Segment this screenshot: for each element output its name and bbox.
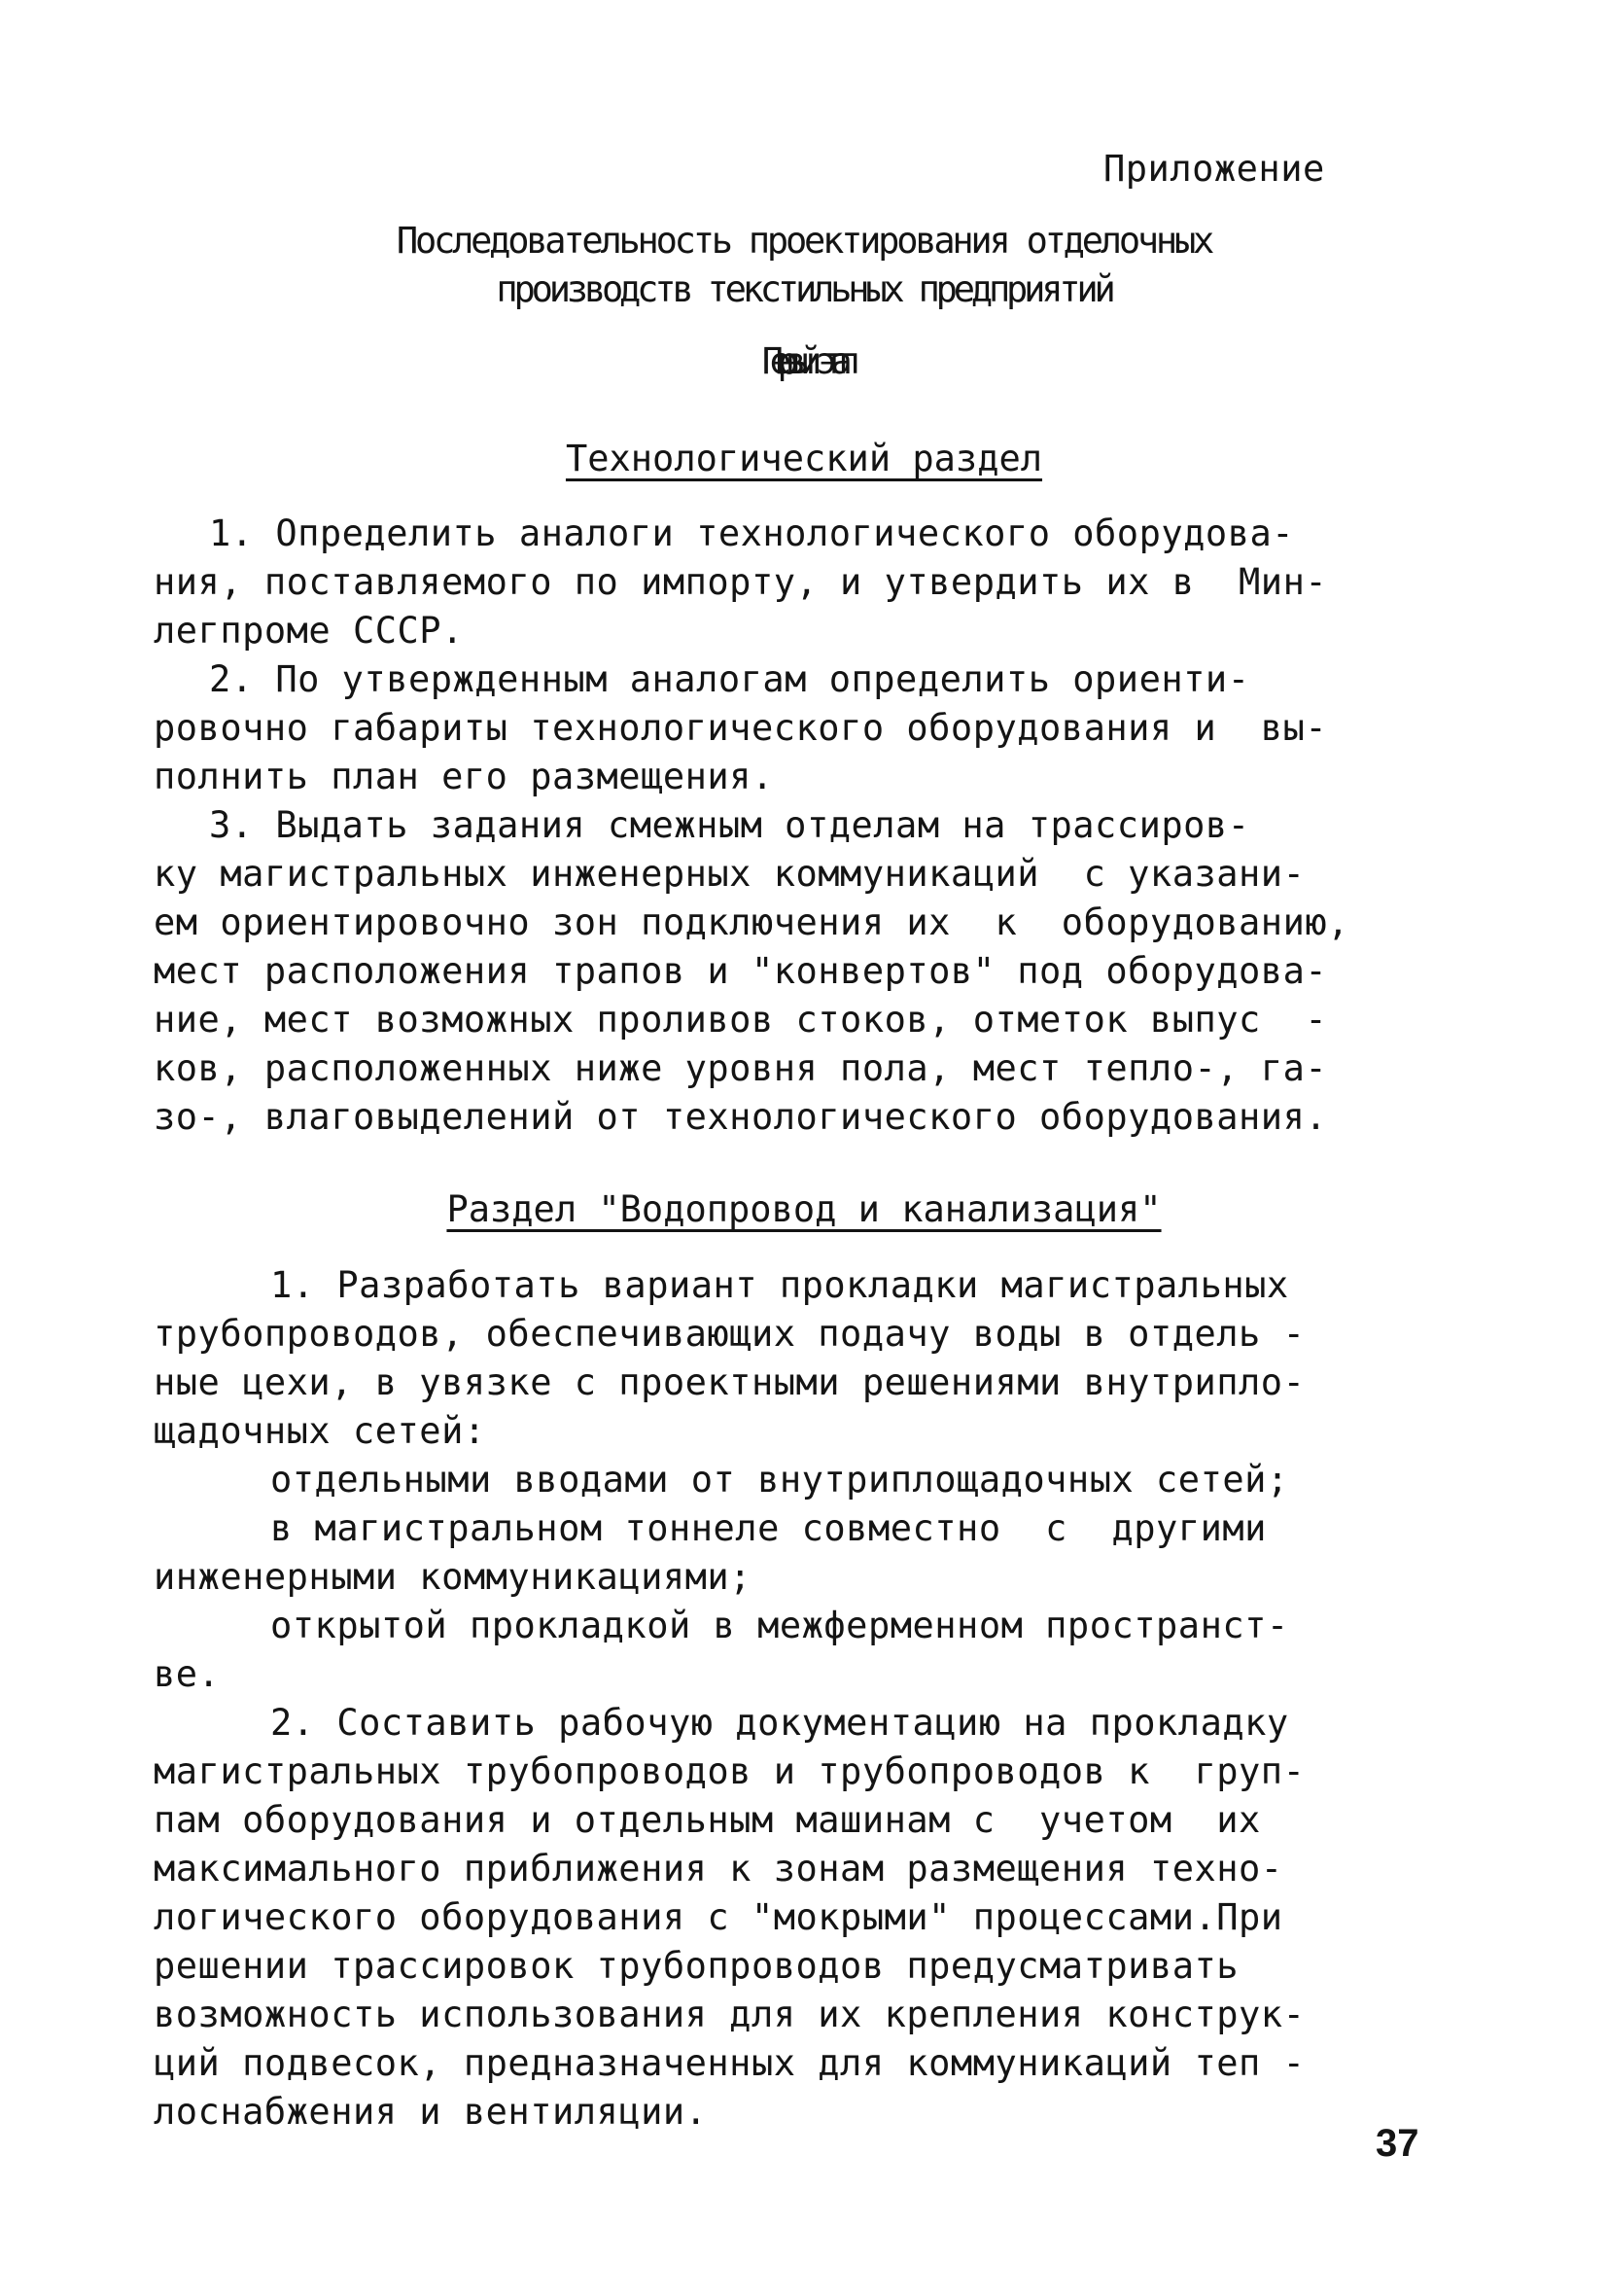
section-2-line: пам оборудования и отдельным машинам с учетом их	[154, 1799, 1261, 1841]
section-1-line: полнить план его размещения.	[154, 756, 774, 797]
section-2-line: щадочных сетей:	[154, 1410, 486, 1452]
section-2-line: трубопроводов, обеспечивающих подачу воды в отдель -	[154, 1313, 1306, 1355]
section-2-line: в магистральном тоннеле совместно с другими	[270, 1507, 1267, 1549]
section-1-line: зо-, влаговыделений от технологического оборудования.	[154, 1096, 1328, 1138]
section-2-line: открытой прокладкой в межферменном пространст-	[270, 1605, 1289, 1646]
stage-label: Первый этап	[761, 340, 847, 382]
section-1-line: ние, мест возможных проливов стоков, отметок выпус -	[154, 999, 1328, 1041]
title-line-2: производств текстильных предприятий	[496, 268, 1112, 310]
title-line-1: Последовательность проектирования отделочных	[396, 220, 1212, 262]
section-2-line: лоснабжения и вентиляции.	[154, 2091, 708, 2133]
section-1-line: 3. Выдать задания смежным отделам на трассиров-	[209, 804, 1250, 846]
section-2-line: возможность использования для их крепления конструк-	[154, 1994, 1306, 2035]
section-1-line: легпроме СССР.	[154, 610, 464, 652]
section-2-line: решении трассировок трубопроводов предусматривать	[154, 1945, 1240, 1987]
section-1-line: ровочно габариты технологического оборудования и вы-	[154, 707, 1328, 749]
section-2-line: инженерными коммуникациями;	[154, 1556, 752, 1598]
section-2-line: 2. Составить рабочую документацию на прокладку	[270, 1702, 1289, 1744]
appendix-label: Приложение	[1103, 148, 1325, 190]
section-2-line: максимального приближения к зонам размещения техно-	[154, 1848, 1283, 1890]
section-2-line: ций подвесок, предназначенных для коммуникаций теп -	[154, 2042, 1306, 2084]
section-1-heading: Технологический раздел	[565, 438, 1043, 479]
section-2-line: 1. Разработать вариант прокладки магистральных	[270, 1264, 1289, 1306]
section-1-line: ния, поставляемого по импорту, и утвердить их в Мин-	[154, 561, 1328, 603]
section-2-line: логического оборудования с "мокрыми" процессами.При	[154, 1896, 1283, 1938]
page-number: 37	[1376, 2122, 1419, 2165]
section-2-line: ные цехи, в увязке с проектными решениями внутрипло-	[154, 1361, 1306, 1403]
section-1-line: ем ориентировочно зон подключения их к оборудованию,	[154, 901, 1349, 943]
section-1-line: 1. Определить аналоги технологического оборудова-	[209, 512, 1295, 554]
section-2-line: отдельными вводами от внутриплощадочных сетей;	[270, 1459, 1289, 1501]
section-1-line: ков, расположенных ниже уровня пола, мест тепло-, га-	[154, 1047, 1328, 1089]
section-1-line: мест расположения трапов и "конвертов" под оборудова-	[154, 950, 1328, 992]
section-2-line: ве.	[154, 1653, 221, 1695]
section-2-line: магистральных трубопроводов и трубопроводов к груп-	[154, 1750, 1306, 1792]
section-2-heading: Раздел "Водопровод и канализация"	[446, 1188, 1162, 1230]
section-1-line: 2. По утвержденным аналогам определить ориенти-	[209, 658, 1250, 700]
section-1-line: ку магистральных инженерных коммуникаций с указани-	[154, 853, 1306, 895]
